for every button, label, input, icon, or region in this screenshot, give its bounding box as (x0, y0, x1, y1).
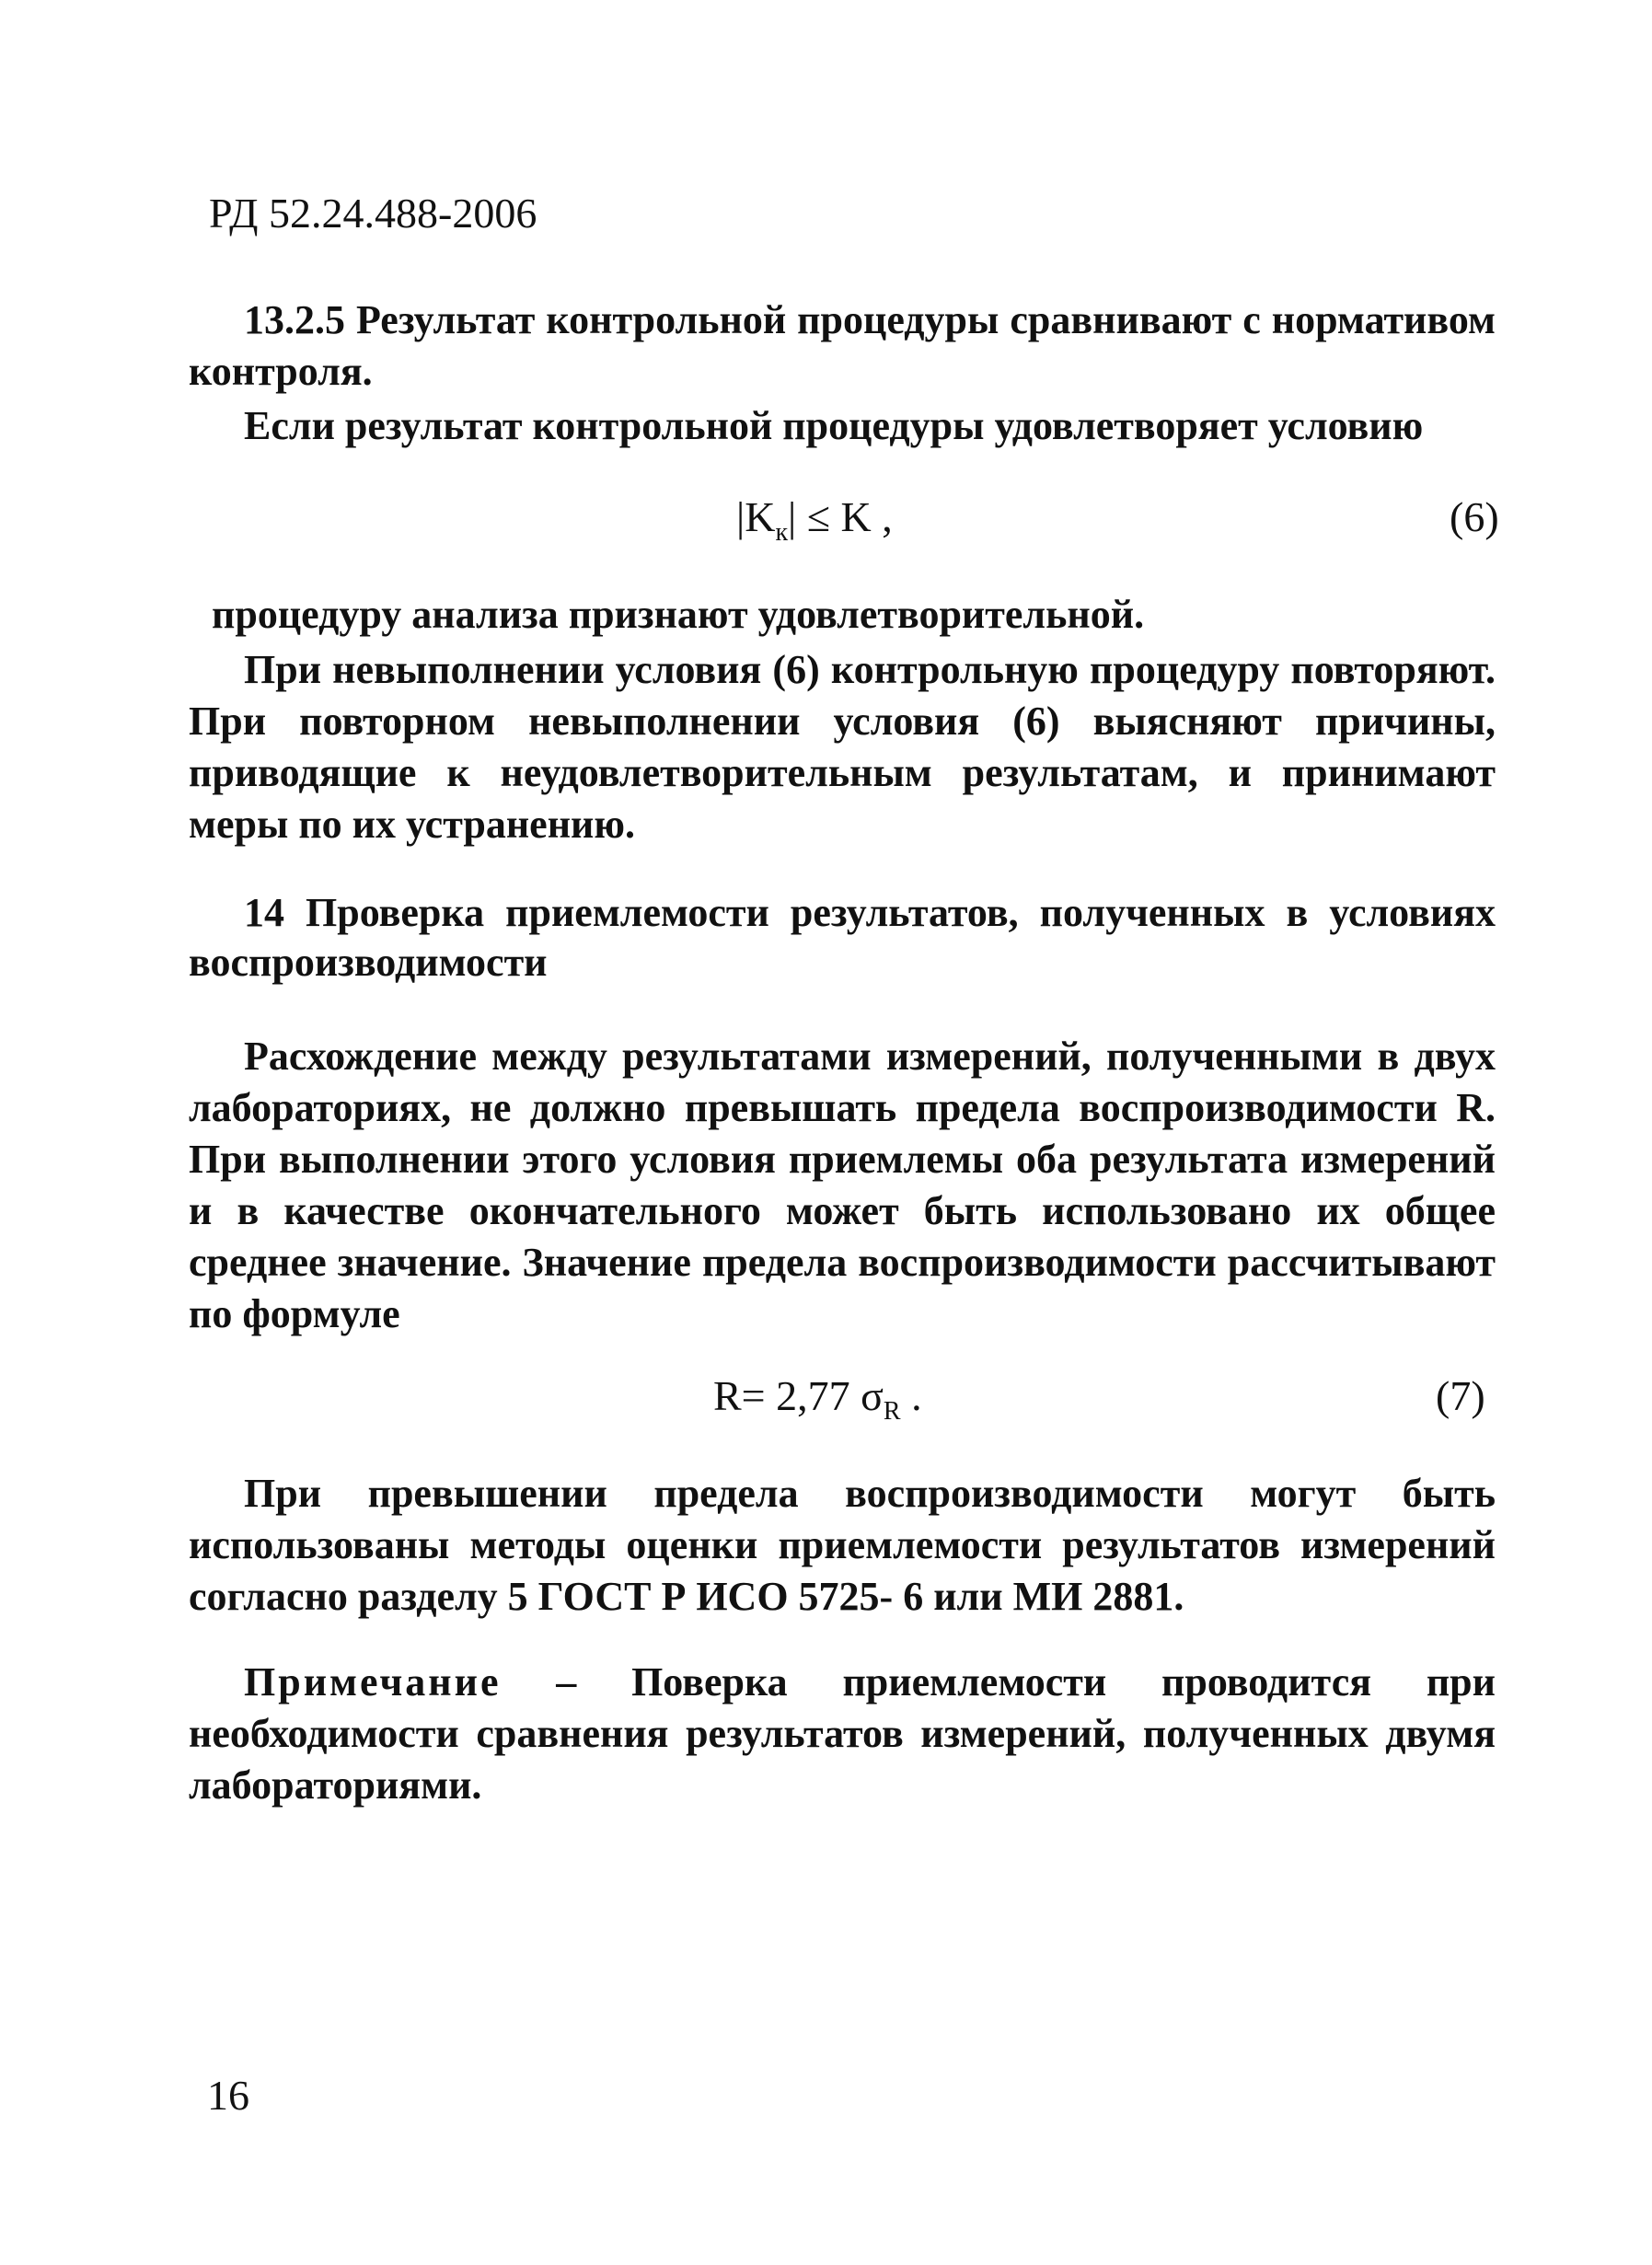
formula-6-rhs: | ≤ K , (788, 493, 893, 540)
paragraph-exceeding-limit: При превышении предела воспроизводимости могут быть использованы методы оценки приемлемости результатов измерений согласно разделу 5 ГОСТ Р ИСО 5725- 6 или МИ 2881. (189, 1471, 1496, 1619)
equation-number-6: (6) (1450, 493, 1499, 540)
paragraph-reproducibility: Расхождение между результатами измерений, полученными в двух лабораториях, не должно превышать предела воспроизводимости R. При выполнении этого условия приемлемы оба результата измерений и в качестве окончательного может быть использовано их общее среднее значение. Значение предела воспроизводимости рассчитывают по формуле (189, 1034, 1496, 1336)
paragraph-13-2-5: 13.2.5 Результат контрольной процедуры сравнивают с нормативом контроля. (189, 297, 1496, 394)
paragraph-repeat-procedure: При невыполнении условия (6) контрольную процедуру повторяют. При повторном невыполнении условия (6) выясняют причины, приводящие к неудовлетворительным результатам, и принимают меры по их устранению. (189, 647, 1496, 847)
formula-6 (736, 492, 893, 548)
formula-7 (713, 1371, 922, 1427)
formula-7-rhs: . (900, 1372, 922, 1419)
formula-7-subscript: R (883, 1397, 901, 1427)
note (189, 1657, 1496, 1811)
page-number: 16 (207, 2072, 249, 2119)
paragraph-condition-intro: Если результат контрольной процедуры удовлетворяет условию (244, 403, 1424, 448)
formula-6-lhs: |K (736, 493, 776, 540)
equation-number-7: (7) (1436, 1372, 1485, 1419)
formula-6-subscript: к (775, 518, 789, 548)
formula-7-lhs: R= 2,77 σ (713, 1372, 884, 1419)
section-14-heading: 14 Проверка приемлемости результатов, полученных в условиях воспроизводимости (189, 890, 1496, 985)
note-label: Примечание (244, 1659, 502, 1705)
document-code: РД 52.24.488-2006 (209, 190, 537, 237)
note-text: – Поверка приемлемости проводится при необходимости сравнения результатов измерений, полученных двумя лабораториями. (189, 1659, 1496, 1808)
paragraph-procedure-accepted: процедуру анализа признают удовлетворительной. (212, 592, 1145, 637)
